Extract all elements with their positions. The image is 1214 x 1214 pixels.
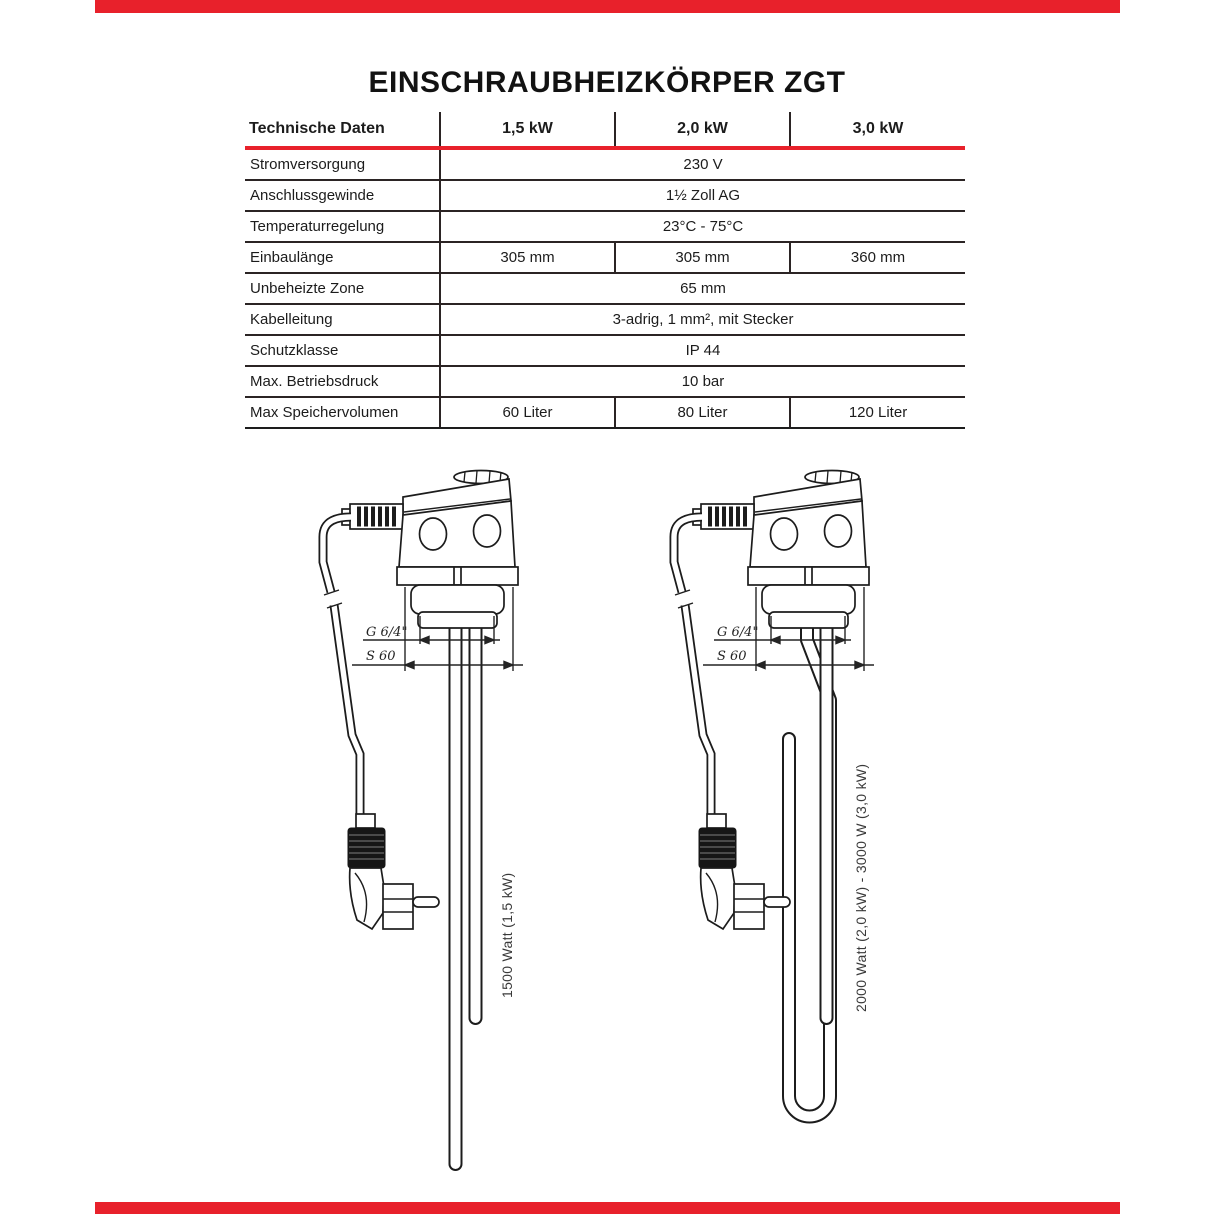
page-title: EINSCHRAUBHEIZKÖRPER ZGT bbox=[368, 66, 846, 100]
row-label: Anschlussgewinde bbox=[245, 180, 440, 211]
row-value: 60 Liter bbox=[440, 397, 615, 428]
table-row bbox=[245, 148, 965, 180]
bottom-red-bar bbox=[95, 1202, 1120, 1214]
wrench-size-label: S 60 bbox=[366, 649, 396, 664]
row-label: Stromversorgung bbox=[245, 148, 440, 180]
table-row bbox=[245, 273, 965, 304]
technical-data-table bbox=[245, 112, 965, 429]
table-row bbox=[245, 397, 965, 428]
row-value: 305 mm bbox=[440, 242, 615, 273]
table-row bbox=[245, 366, 965, 397]
wrench-size-label: S 60 bbox=[717, 649, 747, 664]
table-header-label: Technische Daten bbox=[245, 112, 440, 148]
heater-head bbox=[342, 471, 518, 629]
heater-head bbox=[693, 471, 869, 629]
power-rating-label: 1500 Watt (1,5 kW) bbox=[499, 872, 515, 998]
row-label: Schutzklasse bbox=[245, 335, 440, 366]
table-row bbox=[245, 180, 965, 211]
diagram-left bbox=[290, 460, 560, 1190]
thread-size-label: G 6/4" bbox=[366, 625, 408, 640]
row-value: IP 44 bbox=[440, 335, 965, 366]
diagram-right bbox=[640, 460, 910, 1140]
table-row bbox=[245, 304, 965, 335]
table-header-row bbox=[245, 112, 965, 148]
row-value: 23°C - 75°C bbox=[440, 211, 965, 242]
table-header-col-2: 2,0 kW bbox=[615, 112, 790, 148]
table-row bbox=[245, 242, 965, 273]
table-header-col-3: 3,0 kW bbox=[790, 112, 965, 148]
row-value: 305 mm bbox=[615, 242, 790, 273]
row-value: 1½ Zoll AG bbox=[440, 180, 965, 211]
table-row bbox=[245, 211, 965, 242]
top-red-bar bbox=[95, 0, 1120, 13]
table-header-col-1: 1,5 kW bbox=[440, 112, 615, 148]
row-label: Einbaulänge bbox=[245, 242, 440, 273]
row-label: Kabelleitung bbox=[245, 304, 440, 335]
thread-size-label: G 6/4" bbox=[717, 625, 759, 640]
row-value: 10 bar bbox=[440, 366, 965, 397]
row-value: 80 Liter bbox=[615, 397, 790, 428]
power-rating-label: 2000 Watt (2,0 kW) - 3000 W (3,0 kW) bbox=[853, 763, 869, 1012]
row-label: Temperaturregelung bbox=[245, 211, 440, 242]
table-row bbox=[245, 335, 965, 366]
row-label: Max. Betriebsdruck bbox=[245, 366, 440, 397]
row-value: 230 V bbox=[440, 148, 965, 180]
row-value: 3-adrig, 1 mm², mit Stecker bbox=[440, 304, 965, 335]
row-value: 65 mm bbox=[440, 273, 965, 304]
row-label: Max Speichervolumen bbox=[245, 397, 440, 428]
row-label: Unbeheizte Zone bbox=[245, 273, 440, 304]
row-value: 360 mm bbox=[790, 242, 965, 273]
row-value: 120 Liter bbox=[790, 397, 965, 428]
